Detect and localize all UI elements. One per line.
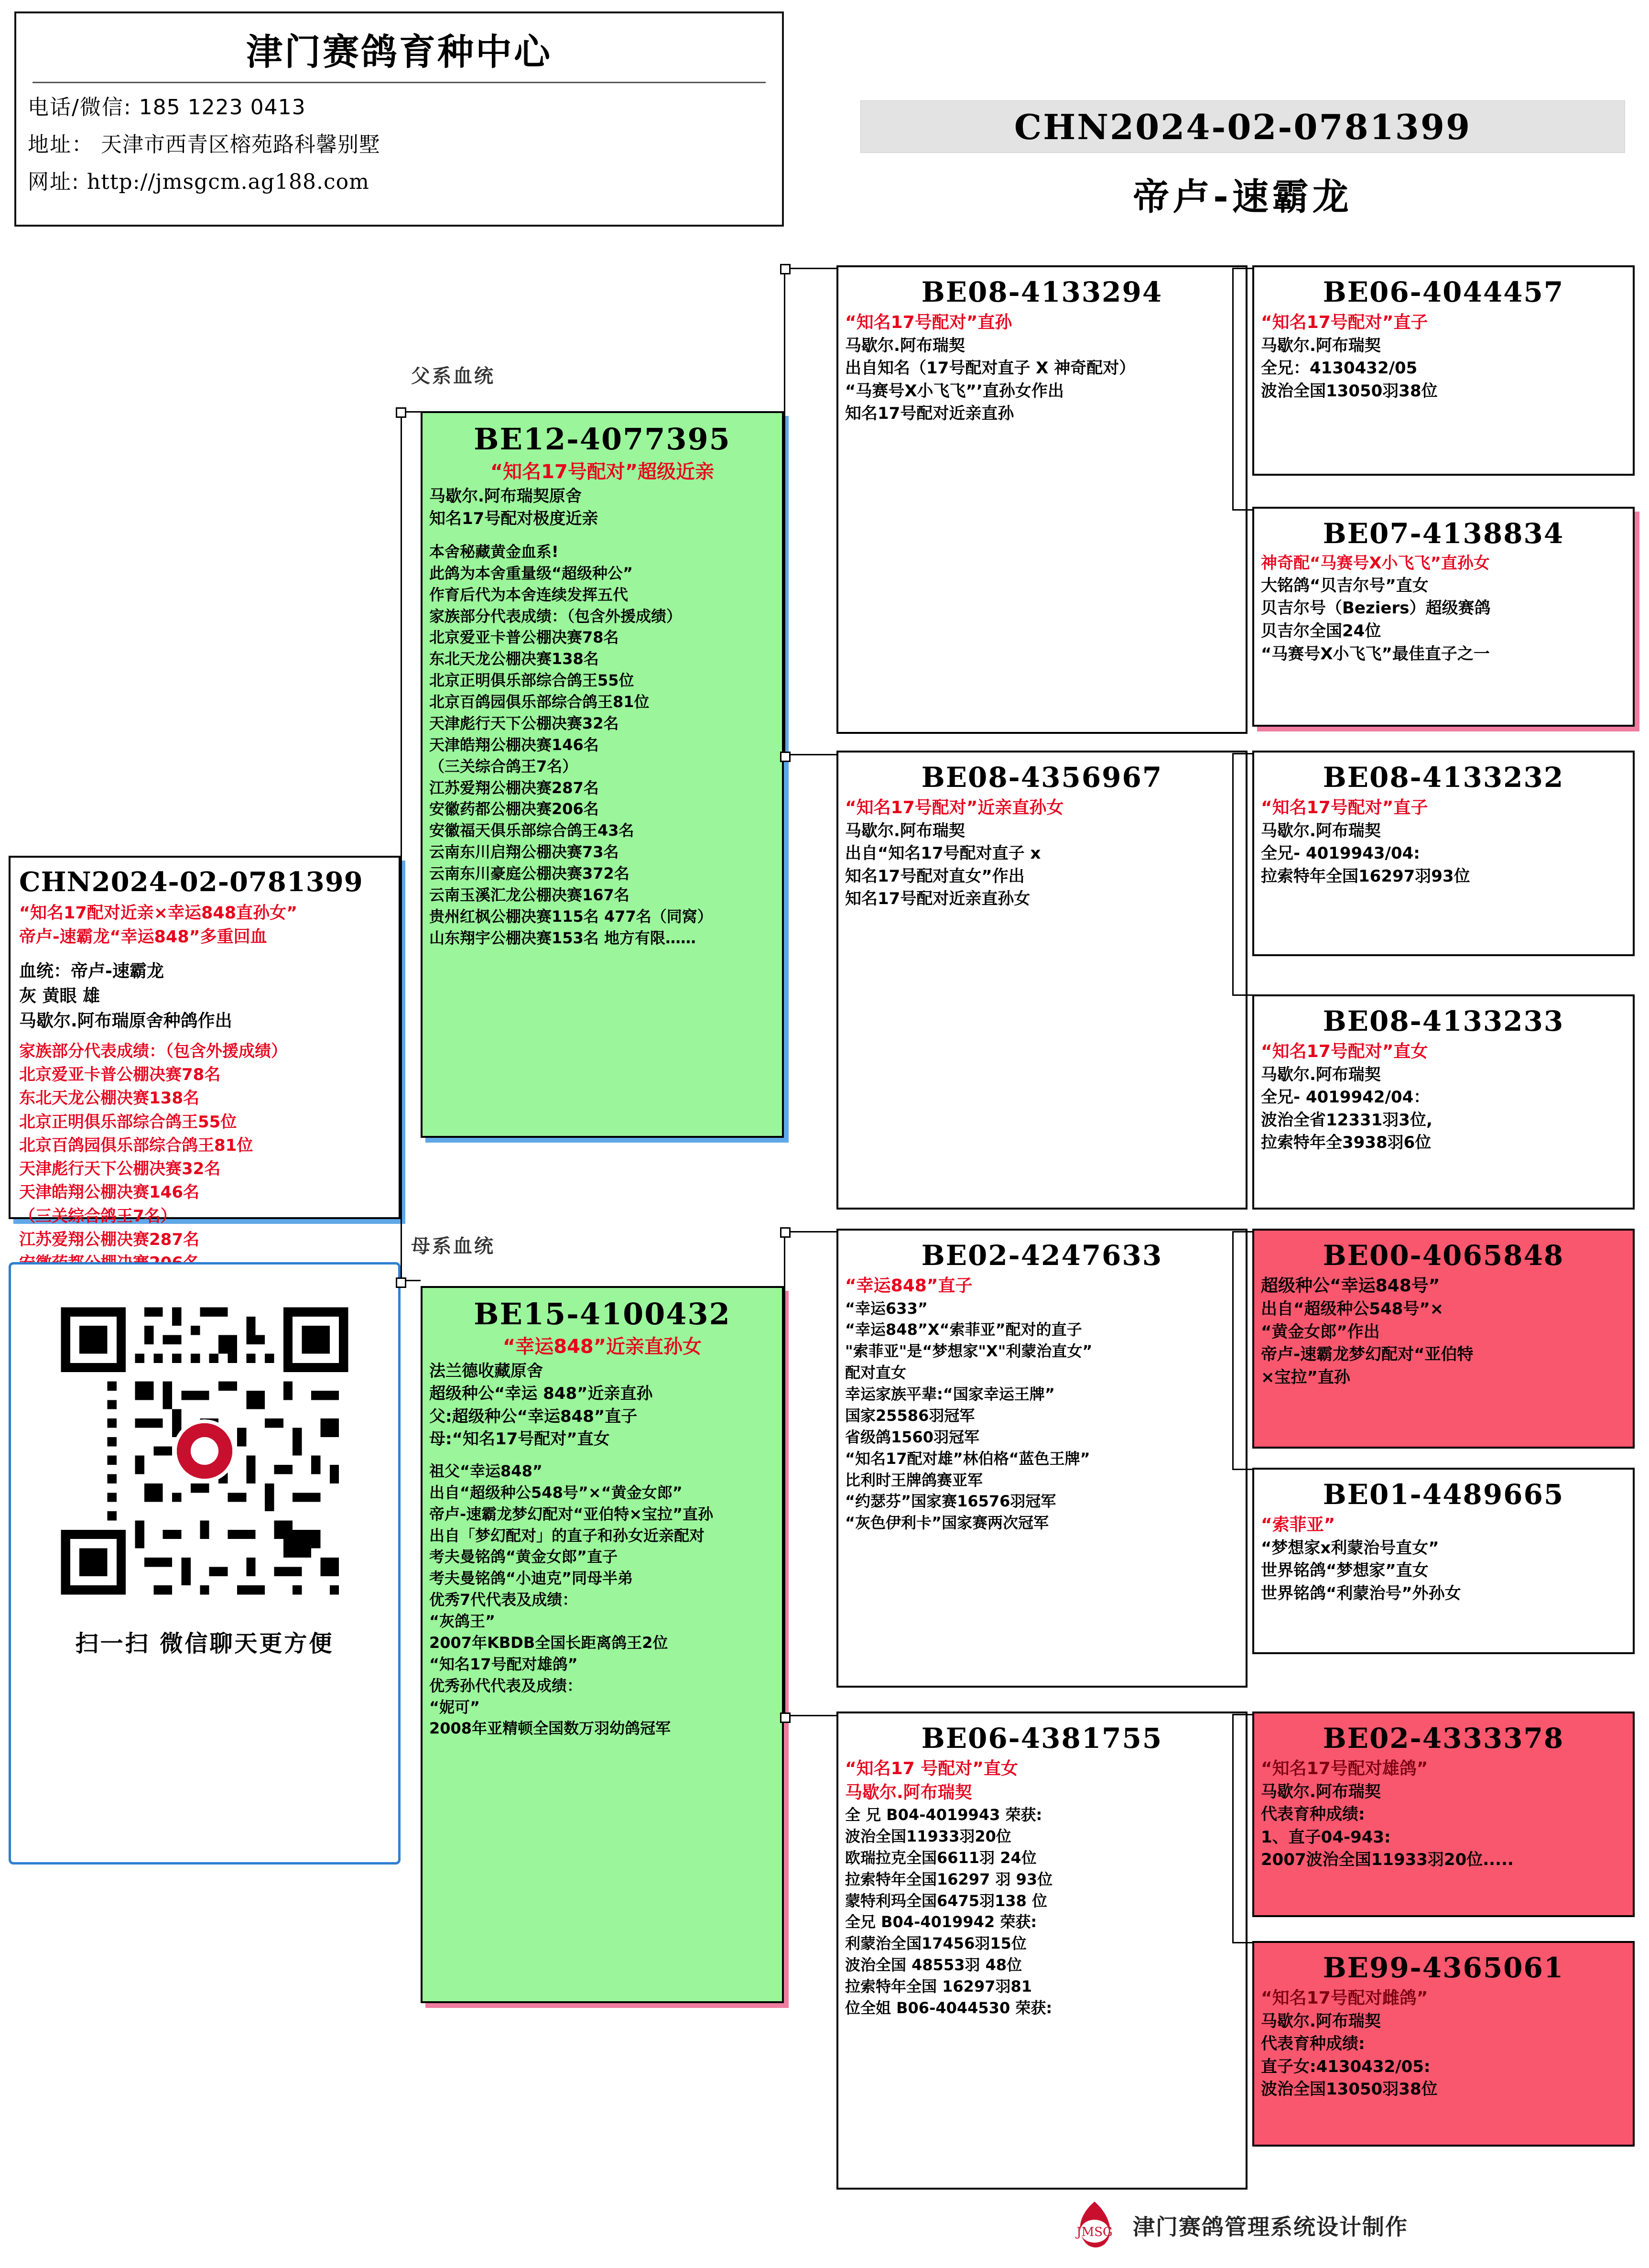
gen2-line: 出自“知名17号配对直子 x <box>845 844 1041 863</box>
subject-achievement: （三关综合鸽王7名） <box>19 1206 177 1226</box>
connector-node <box>780 1227 791 1238</box>
connector-gen2c-to-gen3 <box>1232 1231 1252 1470</box>
gen2-card <box>836 751 1248 1210</box>
gen2-line: 国家25586羽冠军 <box>845 1406 975 1425</box>
connector-node <box>780 1712 791 1723</box>
gen3-line: 波治全国13050羽38位 <box>1261 381 1438 401</box>
gen3-line: 波治全国13050羽38位 <box>1261 2080 1438 2099</box>
dam-sire: 父:超级种公“幸运848”直子 <box>429 1407 638 1426</box>
dam-line: “知名17号配对雄鸽” <box>429 1655 578 1673</box>
gen2-line: 马歇尔.阿布瑞契 <box>845 336 965 355</box>
ring-number: CHN2024-02-0781399 <box>1014 106 1472 147</box>
sire-line: 山东翔宇公棚决赛153名 地方有限…… <box>429 928 696 947</box>
gen2-line: “幸运633” <box>845 1299 928 1318</box>
dam-line: 考夫曼铭鸽“小迪克”同母半弟 <box>429 1569 633 1588</box>
gen2-card <box>836 1712 1248 2190</box>
ring-number-banner <box>860 100 1625 153</box>
gen3-line: 全兄- 4019943/04: <box>1261 844 1420 863</box>
gen3-highlight: “知名17号配对”直女 <box>1261 1042 1428 1061</box>
sire-line: 安徽药都公棚决赛206名 <box>429 800 599 818</box>
company-address-line <box>28 127 770 158</box>
dam-line: “妮可” <box>429 1698 480 1716</box>
subject-achievement: 东北天龙公棚决赛138名 <box>19 1089 199 1108</box>
gen2-card <box>836 265 1248 734</box>
gen2-line: 波治全国 48553羽 48位 <box>845 1956 1022 1974</box>
dam-line: 帝卢-速霸龙梦幻配对“亚伯特×宝拉”直孙 <box>429 1505 714 1523</box>
dam-line: 2007年KBDB全国长距离鸽王2位 <box>429 1633 668 1652</box>
connector-gen2a-to-gen3 <box>1232 268 1252 511</box>
gen3-highlight: “知名17号配对”直子 <box>1261 313 1428 332</box>
gen3-line: 1、直子04-943: <box>1261 1827 1391 1847</box>
sire-line: 贵州红枫公棚决赛115名 477名（同窝） <box>429 907 713 926</box>
sire-line: 北京爱亚卡普公棚决赛78名 <box>429 628 619 647</box>
subject-ring: CHN2024-02-0781399 <box>19 866 363 898</box>
gen2-highlight: “知名17号配对”直孙 <box>845 313 1012 332</box>
gen2-ring: BE06-4381755 <box>921 1722 1163 1755</box>
gen3-ring: BE01-4489665 <box>1323 1478 1564 1511</box>
gen2-line: 位全姐 B06-4044530 荣获: <box>845 1998 1052 2017</box>
gen3-line: 马歇尔.阿布瑞契 <box>1261 2011 1381 2031</box>
gen2-line: 蒙特利玛全国6475羽138 位 <box>845 1891 1048 1910</box>
subject-breeder: 马歇尔.阿布瑞原舍种鸽作出 <box>19 1011 232 1031</box>
subject-achievement: 北京正明俱乐部综合鸽王55位 <box>19 1112 237 1132</box>
dam-line: 祖父“幸运848” <box>429 1461 542 1480</box>
subject-achievement: 天津皓翔公棚决赛146名 <box>19 1183 199 1202</box>
gen3-line: 世界铭鸽“梦想家”直女 <box>1261 1561 1429 1581</box>
gen3-highlight: 神奇配“马赛号X小飞飞”直孙女 <box>1261 554 1490 573</box>
company-phone-line <box>28 90 770 120</box>
dam-line: 考夫曼铭鸽“黄金女郎”直子 <box>429 1548 618 1566</box>
connector-node <box>396 407 406 418</box>
gen2-ring: BE02-4247633 <box>921 1239 1163 1272</box>
gen3-highlight: 超级种公“幸运848号” <box>1261 1276 1440 1296</box>
gen3-ring: BE08-4133233 <box>1323 1005 1564 1037</box>
sire-line: 此鸽为本舍重量级“超级种公” <box>429 564 633 582</box>
sire-line: 安徽福天俱乐部综合鸽王43名 <box>429 821 634 840</box>
gen3-ring: BE08-4133232 <box>1323 761 1564 794</box>
connector-node <box>396 1277 406 1288</box>
connector-node <box>780 752 791 762</box>
gen2-line: 知名17号配对近亲直孙女 <box>845 889 1031 909</box>
subject-red-2: 帝卢-速霸龙“幸运848”多重回血 <box>19 927 267 947</box>
dam-line: 出自“超级种公548号”×“黄金女郎” <box>429 1483 683 1502</box>
sire-card <box>421 411 784 1138</box>
gen3-line: “马赛号X小飞飞”最佳直子之一 <box>1261 644 1490 664</box>
gen2-line: 拉索特年全国 16297羽81 <box>845 1977 1032 1996</box>
subject-achievement: 北京百鸽园俱乐部综合鸽王81位 <box>19 1135 253 1155</box>
subject-achievement: 天津彪行天下公棚决赛32名 <box>19 1159 221 1179</box>
footer-text: 津门赛鸽管理系统设计制作 <box>1133 2214 1408 2240</box>
dam-note: 超级种公“幸运 848”近亲直孙 <box>429 1384 653 1404</box>
connector-subject-to-parents <box>401 411 421 1281</box>
gen3-line: 代表育种成绩: <box>1261 2034 1365 2054</box>
dam-dam: 母:“知名17号配对”直女 <box>429 1429 610 1449</box>
sire-line: 北京正明俱乐部综合鸽王55位 <box>429 671 634 690</box>
gen3-line: 波治全省12331羽3位, <box>1261 1110 1432 1130</box>
subject-achievement: 家族部分代表成绩：（包含外援成绩） <box>19 1041 287 1061</box>
gen3-line: ×宝拉”直孙 <box>1261 1367 1350 1387</box>
gen3-line: 贝吉尔号（Beziers）超级赛鸽 <box>1261 599 1491 618</box>
gen3-line: 大铭鸽“贝吉尔号”直女 <box>1261 576 1429 595</box>
sire-line: 云南玉溪汇龙公棚决赛167名 <box>429 885 629 904</box>
sire-line: 天津彪行天下公棚决赛32名 <box>429 714 619 732</box>
gen3-card <box>1252 1941 1635 2147</box>
subject-color-sex: 灰 黄眼 雄 <box>19 986 100 1006</box>
subject-red-1: “知名17配对近亲×幸运848直孙女” <box>19 904 298 923</box>
gen2-line: 拉索特年全国16297 羽 93位 <box>845 1870 1053 1888</box>
sire-highlight: “知名17号配对”超级近亲 <box>490 461 715 483</box>
gen3-line: 马歇尔.阿布瑞契 <box>1261 1782 1381 1801</box>
gen2-line: "索菲亚"是“梦想家"X"利蒙治直女” <box>845 1342 1093 1361</box>
dam-ring: BE15-4100432 <box>474 1297 731 1331</box>
gen3-card <box>1252 507 1635 727</box>
gen2-line: 配对直女 <box>845 1363 907 1382</box>
gen3-ring: BE07-4138834 <box>1323 517 1564 550</box>
gen3-card <box>1252 1712 1635 1917</box>
sire-ring: BE12-4077395 <box>474 422 731 457</box>
subject-achievement: 江苏爱翔公棚决赛287名 <box>19 1230 199 1249</box>
gen2-line: 全 兄 B04-4019943 荣获: <box>845 1806 1042 1824</box>
gen2-line: 知名17号配对近亲直孙 <box>845 404 1014 424</box>
gen2-ring: BE08-4356967 <box>921 761 1163 794</box>
connector-gen2d-to-gen3 <box>1232 1714 1252 1943</box>
gen2-line: “约瑟芬”国家赛16576羽冠军 <box>845 1492 1056 1511</box>
qr-caption: 扫一扫 微信聊天更方便 <box>75 1630 334 1657</box>
gen3-line: 帝卢-速霸龙梦幻配对“亚伯特 <box>1261 1345 1474 1364</box>
gen2-highlight: “知名17号配对”近亲直孙女 <box>845 798 1064 818</box>
gen3-ring: BE02-4333378 <box>1323 1722 1564 1755</box>
gen3-line: 全兄- 4019942/04： <box>1261 1088 1430 1107</box>
gen3-ring: BE00-4065848 <box>1323 1239 1564 1272</box>
connector-gen2b-to-gen3 <box>1232 753 1252 996</box>
gen2-highlight: “知名17 号配对”直女 <box>845 1759 1018 1778</box>
gen2-line: 利蒙治全国17456羽15位 <box>845 1934 1027 1953</box>
site-value[interactable]: http://jmsgcm.ag188.com <box>87 170 369 194</box>
gen3-card <box>1252 751 1635 956</box>
company-site-line <box>28 164 770 195</box>
gen3-line: 拉索特年全3938羽6位 <box>1261 1133 1432 1153</box>
dam-line: 出自「梦幻配对」的直子和孙女近亲配对 <box>429 1526 705 1545</box>
sire-line: 江苏爱翔公棚决赛287名 <box>429 778 599 797</box>
gen2-highlight: “幸运848”直子 <box>845 1276 973 1296</box>
gen2-line: 马歇尔.阿布瑞契 <box>845 821 965 840</box>
gen3-line: 马歇尔.阿布瑞契 <box>1261 336 1381 355</box>
gen3-line: 拉索特年全国16297羽93位 <box>1261 866 1470 886</box>
qr-code-image <box>52 1298 358 1606</box>
site-label: 网址: <box>28 170 80 194</box>
gen2-card <box>836 1229 1248 1688</box>
gen3-highlight: “知名17号配对雄鸽” <box>1261 1759 1428 1778</box>
gen3-line: “黄金女郎”作出 <box>1261 1322 1380 1341</box>
gen3-highlight: “索菲亚” <box>1261 1515 1335 1535</box>
strain-title: 帝卢-速霸龙 <box>1133 175 1353 218</box>
gen3-line: 马歇尔.阿布瑞契 <box>1261 1065 1381 1084</box>
qr-code-box[interactable] <box>9 1262 401 1865</box>
dam-line: 优秀7代代表及成绩： <box>429 1591 578 1609</box>
svg-text:JMSG: JMSG <box>1076 2225 1113 2239</box>
gen3-line: 马歇尔.阿布瑞契 <box>1261 821 1381 840</box>
dam-breeder: 法兰德收藏原舍 <box>429 1361 543 1381</box>
gen3-ring: BE99-4365061 <box>1323 1952 1564 1984</box>
footer <box>1066 2194 1630 2257</box>
phone-label: 电话/微信: <box>28 95 132 120</box>
gen2-line: “幸运848”X“索菲亚”配对的直子 <box>845 1320 1082 1339</box>
gen3-line: 贝吉尔全国24位 <box>1261 621 1381 641</box>
dam-line-label: 母系血统 <box>411 1235 495 1257</box>
company-info-box <box>14 11 784 227</box>
sire-line: 北京百鸽园俱乐部综合鸽王81位 <box>429 693 650 711</box>
dam-line: 优秀孙代代表及成绩： <box>429 1676 583 1695</box>
gen3-line: “梦想家x利蒙治号直女” <box>1261 1538 1439 1558</box>
gen2-line: 比利时王牌鸽赛亚军 <box>845 1471 983 1489</box>
gen2-line: 省级鸽1560羽冠军 <box>845 1428 980 1446</box>
gen2-line: 出自知名（17号配对直子 X 神奇配对） <box>845 359 1136 378</box>
gen3-card <box>1252 265 1635 476</box>
company-title: 津门赛鸽育种中心 <box>246 31 552 73</box>
sire-line: （三关综合鸽王7名） <box>429 757 578 775</box>
sire-line: 云南东川豪庭公棚决赛372名 <box>429 864 629 883</box>
gen3-line: 全兄：4130432/05 <box>1261 359 1418 378</box>
sire-line: 家族部分代表成绩：（包含外援成绩） <box>429 607 682 625</box>
address-value: 天津市西青区榕苑路科馨别墅 <box>101 132 380 157</box>
gen3-line: 2007波治全国11933羽20位..... <box>1261 1850 1514 1870</box>
sire-line: 云南东川启翔公棚决赛73名 <box>429 843 619 861</box>
gen2-line: “知名17配对雄”林伯格“蓝色王牌” <box>845 1449 1090 1468</box>
gen2-line: 幸运家族平辈:“国家幸运王牌” <box>845 1385 1055 1404</box>
gen2-ring: BE08-4133294 <box>921 276 1163 308</box>
address-label: 地址： <box>28 132 94 157</box>
gen3-line: 出自“超级种公548号”× <box>1261 1299 1444 1319</box>
subject-strain: 血统：帝卢-速霸龙 <box>19 961 164 981</box>
subject-achievement: 北京爱亚卡普公棚决赛78名 <box>19 1065 221 1085</box>
dam-line: “灰鸽王” <box>429 1612 496 1631</box>
gen2-line: 全兄 B04-4019942 荣获: <box>845 1913 1037 1931</box>
dam-card <box>421 1286 784 2003</box>
gen3-highlight: “知名17号配对雌鸽” <box>1261 1988 1428 2008</box>
gen2-line: 知名17号配对直女”作出 <box>845 866 1025 886</box>
gen3-line: 世界铭鸽“利蒙治号”外孙女 <box>1261 1583 1461 1603</box>
gen3-highlight: “知名17号配对”直子 <box>1261 798 1428 818</box>
dam-highlight: “幸运848”近亲直孙女 <box>502 1336 702 1358</box>
gen2-breeder: 马歇尔.阿布瑞契 <box>845 1782 972 1802</box>
sire-line-label: 父系血统 <box>411 365 495 387</box>
gen2-line: “马赛号X小飞飞”’直孙女作出 <box>845 381 1064 401</box>
sire-line: 本舍秘藏黄金血系! <box>429 542 559 561</box>
gen2-line: 波治全国11933羽20位 <box>845 1827 1011 1845</box>
gen3-ring: BE06-4044457 <box>1323 276 1564 308</box>
connector-dam-to-gen2 <box>784 1231 836 1716</box>
gen2-line: 欧瑞拉克全国6611羽 24位 <box>845 1848 1037 1867</box>
sire-line: 作育后代为本舍连续发挥五代 <box>429 585 629 604</box>
dam-line: 2008年亚精顿全国数万羽幼鸽冠军 <box>429 1719 671 1738</box>
gen3-card <box>1252 1468 1635 1654</box>
gen3-card <box>1252 1229 1635 1449</box>
sire-line: 天津皓翔公棚决赛146名 <box>429 735 599 754</box>
gen3-line: 代表育种成绩: <box>1261 1805 1365 1824</box>
gen3-card <box>1252 994 1635 1210</box>
sire-note: 知名17号配对极度近亲 <box>429 509 598 529</box>
gen3-line: 直子女:4130432/05: <box>1261 2057 1431 2076</box>
sire-line: 东北天龙公棚决赛138名 <box>429 650 599 668</box>
subject-card <box>9 856 401 1249</box>
sire-breeder: 马歇尔.阿布瑞契原舍 <box>429 486 582 506</box>
divider <box>33 82 766 83</box>
connector-sire-to-gen2 <box>784 268 836 755</box>
phone-value: 185 1223 0413 <box>139 95 306 120</box>
gen2-line: “灰色伊利卡”国家赛两次冠军 <box>845 1514 1049 1532</box>
brand-logo-icon <box>1066 2197 1123 2254</box>
connector-node <box>780 264 791 274</box>
